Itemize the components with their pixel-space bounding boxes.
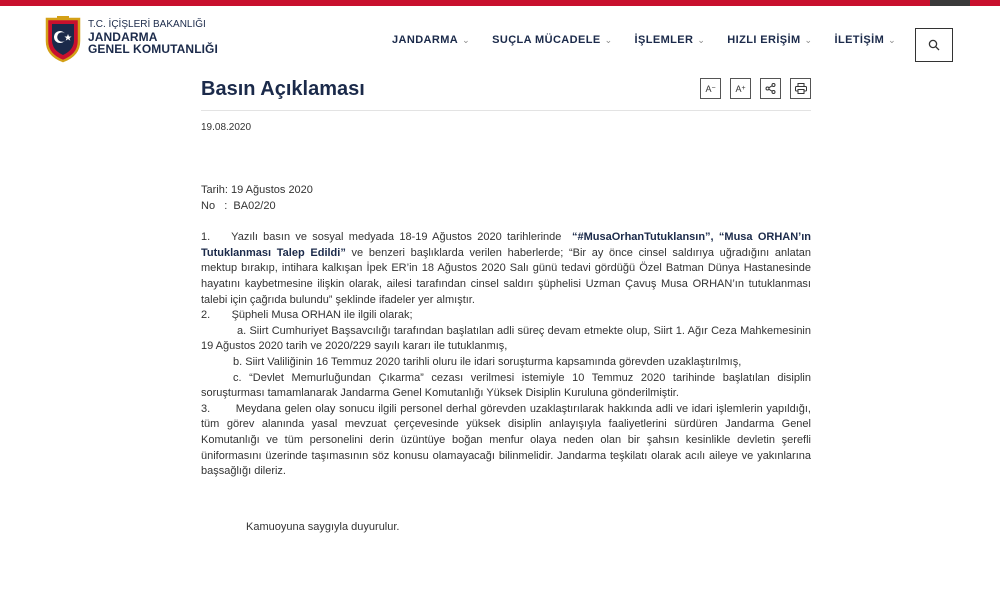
ministry-label: T.C. İÇİŞLERİ BAKANLIĞI (88, 19, 206, 30)
meta-number: No : BA02/20 (201, 199, 276, 212)
nav-item-iletisim[interactable] (835, 34, 897, 46)
publish-date: 19.08.2020 (201, 122, 252, 133)
site-header (0, 6, 1000, 74)
article-tools (691, 78, 811, 99)
nav-item-label: HIZLI ERİŞİM (727, 34, 801, 46)
paragraph-1 (201, 230, 815, 308)
brand-text[interactable] (88, 19, 218, 55)
org-name-line2: GENEL KOMUTANLIĞI (88, 42, 218, 56)
minus-icon: − (711, 85, 716, 92)
share-icon (765, 83, 776, 94)
font-decrease-label: A (705, 83, 712, 94)
spacer (201, 214, 811, 230)
meta-date: Tarih: 19 Ağustos 2020 (201, 184, 313, 196)
article (201, 74, 815, 533)
paragraph-2c: c. “Devlet Memurluğundan Çıkarma” cezası verilmesi istemiyle 10 Temmuz 2020 tarihinde başlatılan disiplin soruşturması tamamlanarak Jandarma Genel Komutanlığı Yüksek Disiplin Kuruluna gönderilmiştir. (201, 371, 811, 400)
page-title: Basın Açıklaması (201, 78, 365, 100)
print-button[interactable] (790, 78, 811, 99)
font-decrease-button[interactable] (700, 78, 721, 99)
nav-item-label: İLETİŞİM (834, 34, 885, 46)
chevron-down-icon: ⌄ (804, 35, 813, 45)
nav-item-label: SUÇLA MÜCADELE (492, 34, 601, 46)
paragraph-3: 3. Meydana gelen olay sonucu ilgili personel derhal görevden uzaklaştırılarak hakkında adli ve idari işlemlerin yapıldığı, tüm görev alanında yasal mevzuat çerçevesinde yüksek disiplin anlayışıyla faaliyetlerini sürdüren Jandarma Genel Komutanlığı ve tüm personelini derin üzüntüye boğan menfur olaya neden olan bir şahsın kesinlikle devletin şerefli üniformasını üzerinde taşımasının söz konusu olamayacağı bilinmelidir. Jandarma teşkilatı olarak acılı aileye ve yakınlarına başsağlığı dileriz. (201, 402, 815, 478)
chevron-down-icon: ⌄ (462, 35, 471, 45)
nav-item-label: JANDARMA (392, 34, 459, 46)
spacer (201, 480, 811, 520)
title-row (201, 74, 811, 111)
jandarma-emblem-icon[interactable] (43, 15, 83, 63)
chevron-down-icon: ⌄ (604, 35, 613, 45)
print-icon (795, 83, 807, 94)
closing-line: Kamuoyuna saygıyla duyurulur. (246, 520, 400, 533)
plus-icon: + (741, 85, 746, 92)
paragraph-1-intro: 1. Yazılı basın ve sosyal medyada 18-19 Ağustos 2020 tarihlerinde (201, 231, 573, 244)
paragraph-1-rest: ve benzeri başlıklarda verilen haberlerde; “Bir ay önce cinsel saldırıya uğradığını anlatan mektup bırakıp, intihara kalkışan İpek ER’in 18 Ağustos 2020 Salı günü tedavi gördüğü Özel Batman Dünya Hastanesinde hayatını kaybetmesine ilişkin olarak, ailesi tarafından cinsel saldırı şüphelisi Uzman Çavuş Musa ORHAN’ın tutuklanması talebi için çağrıda bulundu” şeklinde ifadeler yer almıştır. (201, 246, 815, 306)
nav-item-label: İŞLEMLER (634, 34, 694, 46)
paragraph-1-headlines: “#MusaOrhanTutuklansın”, “Musa ORHAN’ın Tutuklanması Talep Edildi” (201, 231, 815, 259)
nav-item-jandarma[interactable] (392, 34, 470, 46)
font-increase-button[interactable] (730, 78, 751, 99)
chevron-down-icon: ⌄ (697, 35, 706, 45)
search-icon (928, 39, 940, 51)
article-body (201, 183, 815, 535)
share-button[interactable] (760, 78, 781, 99)
nav-item-hizli-erisim[interactable] (727, 34, 812, 46)
paragraph-2: 2. Şüpheli Musa ORHAN ile ilgili olarak; (201, 309, 413, 322)
nav-item-sucla-mucadele[interactable] (492, 34, 612, 46)
font-increase-label: A (735, 83, 742, 94)
org-name-line1: JANDARMA (88, 30, 158, 44)
search-button[interactable] (915, 28, 953, 62)
paragraph-2a: a. Siirt Cumhuriyet Başsavcılığı tarafından başlatılan adli süreç devam etmekte olup, Siirt 1. Ağır Ceza Mahkemesinin 19 Ağustos 2020 tarih ve 2020/229 sayılı kararı ile tutuklanmış, (201, 324, 811, 353)
main-nav (392, 34, 918, 46)
chevron-down-icon: ⌄ (888, 35, 897, 45)
paragraph-2b: b. Siirt Valiliğinin 16 Temmuz 2020 tarihli oluru ile idari soruşturma kapsamında görevden uzaklaştırılmış, (233, 355, 742, 368)
nav-item-islemler[interactable] (635, 34, 706, 46)
